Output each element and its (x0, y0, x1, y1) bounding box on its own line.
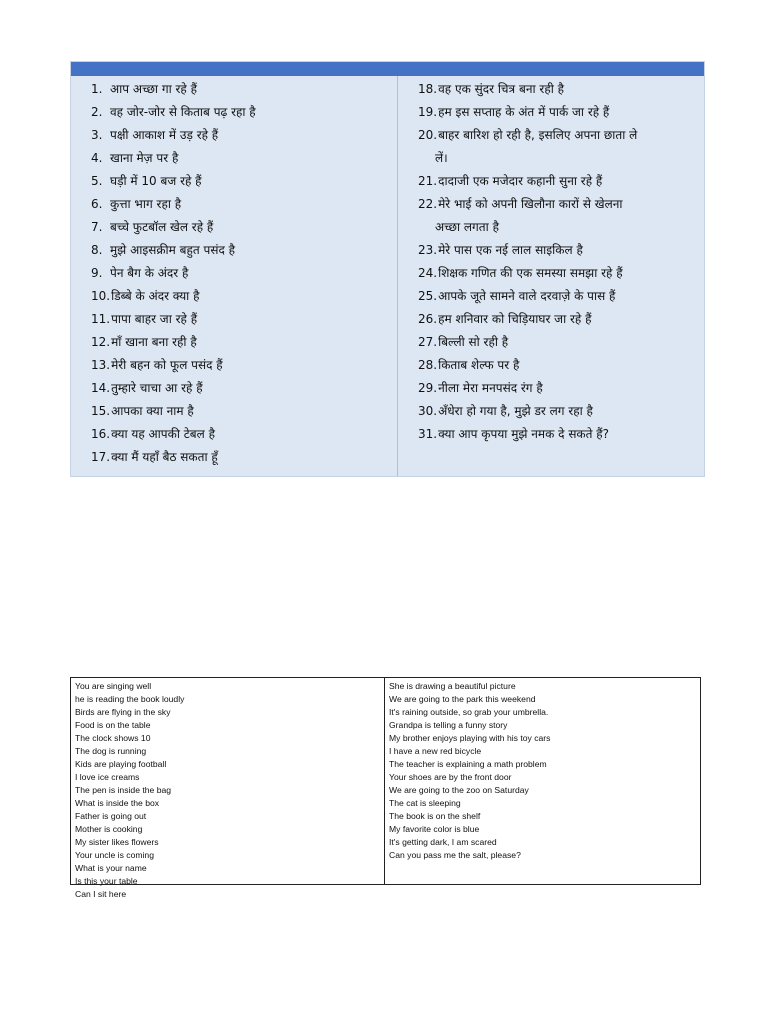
english-sentence: Food is on the table (75, 720, 151, 730)
hindi-sentence-item (418, 377, 696, 400)
item-number: 8. (91, 243, 103, 257)
hindi-sentence-text: कुत्ता भाग रहा है (110, 197, 182, 211)
hindi-sentence-item (91, 331, 397, 354)
hindi-sentence-item (418, 170, 696, 193)
hindi-sentence-item (91, 147, 397, 170)
hindi-sentence-item (418, 262, 696, 285)
english-sentence: The pen is inside the bag (75, 785, 172, 795)
hindi-sentence-text: वह एक सुंदर चित्र बना रही है (438, 82, 565, 96)
english-sentence: The teacher is explaining a math problem (389, 759, 547, 769)
hindi-sentence-text: हम इस सप्ताह के अंत में पार्क जा रहे हैं (438, 105, 610, 119)
english-sentence: The clock shows 10 (75, 733, 151, 743)
item-number: 17. (91, 450, 111, 464)
hindi-column-right (398, 76, 704, 476)
english-sentence: Can you pass me the salt, please? (389, 850, 521, 860)
hindi-sentence-item (91, 285, 397, 308)
hindi-sentence-text: बच्चे फुटबॉल खेल रहे हैं (110, 220, 214, 234)
hindi-sentence-item (91, 400, 397, 423)
hindi-sentence-text: आपका क्या नाम है (111, 404, 194, 418)
hindi-sentence-continuation: अच्छा लगता है (435, 220, 499, 234)
english-sentence: What is inside the box (75, 798, 160, 808)
hindi-sentence-item (91, 262, 397, 285)
english-column-left (71, 678, 385, 899)
hindi-sentence-text: मुझे आइसक्रीम बहुत पसंद है (110, 243, 236, 257)
hindi-sentence-item (91, 377, 397, 400)
item-number: 24. (418, 266, 438, 280)
hindi-sentence-text: क्या यह आपकी टेबल है (111, 427, 215, 441)
hindi-sentence-text: पेन बैग के अंदर है (110, 266, 189, 280)
english-sentence: My favorite color is blue (389, 824, 480, 834)
item-number: 13. (91, 358, 111, 372)
hindi-sentence-item (418, 239, 696, 262)
hindi-sentence-text: शिक्षक गणित की एक समस्या समझा रहे हैं (438, 266, 623, 280)
item-number: 3. (91, 128, 103, 142)
english-sentence: She is drawing a beautiful picture (389, 681, 516, 691)
hindi-sentence-text: मेरी बहन को फूल पसंद हैं (111, 358, 223, 372)
item-number: 9. (91, 266, 103, 280)
hindi-sentence-item (418, 285, 696, 308)
item-number: 29. (418, 381, 438, 395)
hindi-sentence-text: बिल्ली सो रही है (438, 335, 509, 349)
hindi-sentence-item (91, 216, 397, 239)
english-sentence: Father is going out (75, 811, 147, 821)
hindi-column-left (71, 76, 398, 476)
english-sentence: What is your name (75, 863, 147, 873)
item-number: 28. (418, 358, 438, 372)
hindi-sentence-item (418, 101, 696, 124)
hindi-sentence-item (418, 331, 696, 354)
hindi-sentence-item (418, 78, 696, 101)
english-sentence: Grandpa is telling a funny story (389, 720, 508, 730)
english-sentence: I love ice creams (75, 772, 140, 782)
item-number: 22. (418, 197, 438, 211)
hindi-sentence-text: मेरे भाई को अपनी खिलौना कारों से खेलना (438, 197, 623, 211)
english-sentence: You are singing well (75, 681, 152, 691)
item-number: 10. (91, 289, 111, 303)
hindi-sentence-item (91, 193, 397, 216)
hindi-sentence-text: हम शनिवार को चिड़ियाघर जा रहे हैं (438, 312, 592, 326)
english-sentences-table (70, 677, 701, 899)
hindi-sentence-item (91, 101, 397, 124)
hindi-sentence-text: तुम्हारे चाचा आ रहे हैं (111, 381, 203, 395)
item-number: 14. (91, 381, 111, 395)
hindi-sentence-text: आपके जूते सामने वाले दरवाज़े के पास हैं (438, 289, 616, 303)
english-sentence: Mother is cooking (75, 824, 143, 834)
english-sentence: My sister likes flowers (75, 837, 159, 847)
english-sentence: Your uncle is coming (75, 850, 154, 860)
hindi-sentence-item (418, 400, 696, 423)
item-number: 21. (418, 174, 438, 188)
item-number: 18. (418, 82, 438, 96)
table-header-bar (71, 62, 704, 76)
hindi-sentence-item (91, 124, 397, 147)
item-number: 12. (91, 335, 111, 349)
hindi-sentence-item (91, 78, 397, 101)
hindi-sentences-table (70, 61, 705, 477)
item-number: 23. (418, 243, 438, 257)
item-number: 5. (91, 174, 103, 188)
hindi-sentence-text: क्या आप कृपया मुझे नमक दे सकते हैं? (438, 427, 610, 441)
item-number: 1. (91, 82, 103, 96)
item-number: 30. (418, 404, 438, 418)
hindi-sentence-item (91, 170, 397, 193)
hindi-sentence-text: दादाजी एक मजेदार कहानी सुना रहे हैं (438, 174, 603, 188)
hindi-sentence-text: आप अच्छा गा रहे हैं (110, 82, 197, 96)
hindi-sentence-text: वह जोर-जोर से किताब पढ़ रहा है (110, 105, 256, 119)
item-number: 15. (91, 404, 111, 418)
item-number: 11. (91, 312, 111, 326)
hindi-sentence-item (418, 354, 696, 377)
english-sentence: The cat is sleeping (389, 798, 461, 808)
hindi-sentence-item (91, 354, 397, 377)
english-sentence: We are going to the park this weekend (389, 694, 536, 704)
item-number: 19. (418, 105, 438, 119)
english-sentence: It's raining outside, so grab your umbrella. (389, 707, 549, 717)
hindi-sentence-text: घड़ी में 10 बज रहे हैं (110, 174, 202, 188)
hindi-sentence-item (418, 423, 696, 446)
english-sentence: The book is on the shelf (389, 811, 481, 821)
hindi-sentence-item (91, 446, 397, 469)
item-number: 2. (91, 105, 103, 119)
item-number: 7. (91, 220, 103, 234)
hindi-sentence-text: माँ खाना बना रही है (111, 335, 197, 349)
item-number: 20. (418, 128, 438, 142)
english-sentence: Can I sit here (75, 889, 127, 899)
hindi-sentence-item (418, 124, 696, 170)
item-number: 31. (418, 427, 438, 441)
hindi-sentence-text: मेरे पास एक नई लाल साइकिल है (438, 243, 583, 257)
hindi-sentence-item (418, 308, 696, 331)
english-sentence: The dog is running (75, 746, 147, 756)
english-sentence: My brother enjoys playing with his toy cars (389, 733, 551, 743)
english-sentence: Kids are playing football (75, 759, 167, 769)
english-sentence: Birds are flying in the sky (75, 707, 171, 717)
hindi-sentence-text: अँधेरा हो गया है, मुझे डर लग रहा है (438, 404, 593, 418)
hindi-sentence-text: पापा बाहर जा रहे हैं (111, 312, 198, 326)
hindi-sentence-text: खाना मेज़ पर है (110, 151, 179, 165)
item-number: 27. (418, 335, 438, 349)
english-sentence: I have a new red bicycle (389, 746, 482, 756)
item-number: 25. (418, 289, 438, 303)
english-column-right (385, 678, 700, 884)
item-number: 4. (91, 151, 103, 165)
hindi-sentence-item (91, 423, 397, 446)
hindi-sentence-text: नीला मेरा मनपसंद रंग है (438, 381, 543, 395)
hindi-sentence-continuation: लें। (435, 151, 448, 165)
english-sentence: Your shoes are by the front door (389, 772, 512, 782)
item-number: 26. (418, 312, 438, 326)
hindi-sentence-item (91, 308, 397, 331)
english-sentence: he is reading the book loudly (75, 694, 185, 704)
item-number: 16. (91, 427, 111, 441)
item-number: 6. (91, 197, 103, 211)
hindi-sentence-text: क्या मैं यहाँ बैठ सकता हूँ (111, 450, 218, 464)
hindi-sentence-item (418, 193, 696, 239)
english-sentence: It's getting dark, I am scared (389, 837, 497, 847)
hindi-sentence-text: बाहर बारिश हो रही है, इसलिए अपना छाता ले (438, 128, 638, 142)
hindi-sentence-item (91, 239, 397, 262)
english-sentence: Is this your table (75, 876, 138, 886)
hindi-sentence-text: पक्षी आकाश में उड़ रहे हैं (110, 128, 219, 142)
hindi-sentence-text: डिब्बे के अंदर क्या है (111, 289, 200, 303)
hindi-sentence-text: किताब शेल्फ पर है (438, 358, 520, 372)
english-sentence: We are going to the zoo on Saturday (389, 785, 529, 795)
